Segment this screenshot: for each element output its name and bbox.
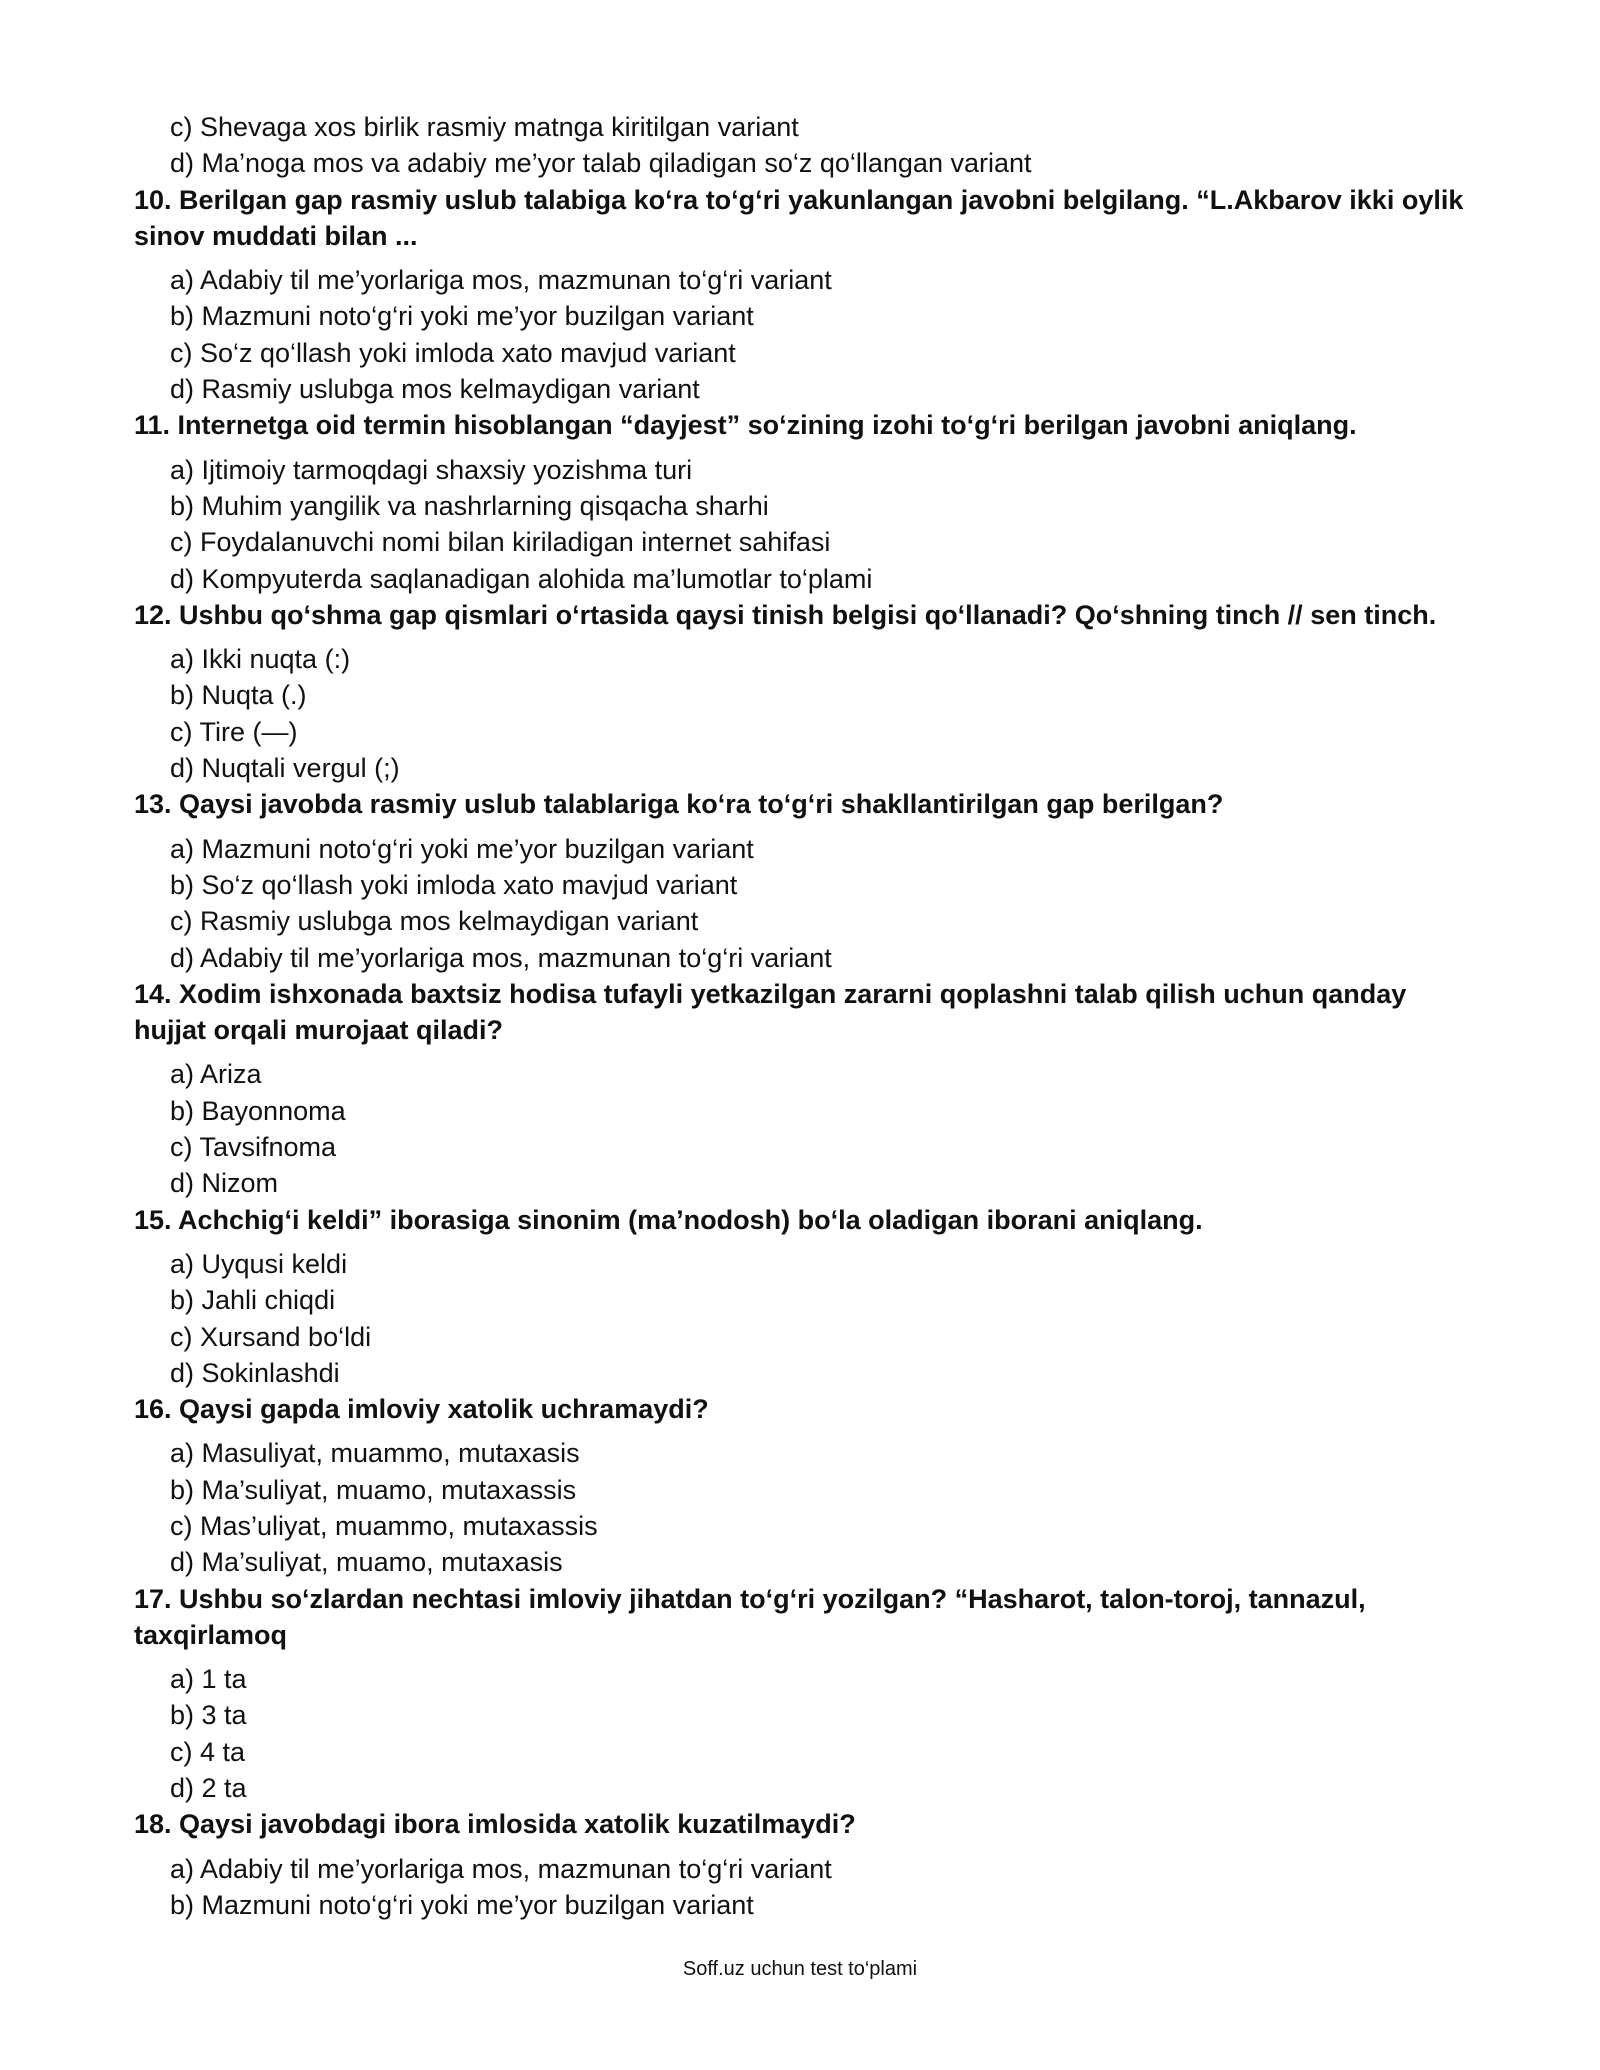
option-item: a) Uyqusi keldi (170, 1248, 348, 1279)
option-item: a) Mazmuni noto‘g‘ri yoki me’yor buzilgan variant (170, 833, 754, 864)
option-item: d) Nuqtali vergul (;) (170, 753, 400, 784)
option-item: a) Adabiy til me’yorlariga mos, mazmunan to‘g‘ri variant (170, 265, 832, 296)
question-text: 12. Ushbu qo‘shma gap qismlari o‘rtasida qaysi tinish belgisi qo‘llanadi? Qo‘shning tinch // sen tinch. (134, 599, 1437, 630)
option-item: d) 2 ta (170, 1773, 247, 1804)
option-item: c) Tire (—) (170, 716, 298, 747)
option-item: b) Ma’suliyat, muamo, mutaxassis (170, 1474, 577, 1505)
option-item: b) So‘z qo‘llash yoki imloda xato mavjud variant (170, 869, 738, 900)
option-item: b) Mazmuni noto‘g‘ri yoki me’yor buzilgan variant (170, 1889, 754, 1920)
option-item: a) Ariza (170, 1059, 262, 1090)
option-item: a) Masuliyat, muammo, mutaxasis (170, 1438, 580, 1469)
option-item: b) Jahli chiqdi (170, 1285, 336, 1316)
question-13 (134, 786, 1464, 975)
question-text: 13. Qaysi javobda rasmiy uslub talablariga ko‘ra to‘g‘ri shakllantirilgan gap berilgan? (134, 789, 1224, 820)
question-text: 17. Ushbu so‘zlardan nechtasi imloviy jihatdan to‘g‘ri yozilgan? “Hasharot, talon-toroj, tannazul, taxqirlamoq (134, 1583, 1366, 1650)
question-text: 14. Xodim ishxonada baxtsiz hodisa tufayli yetkazilgan zararni qoplashni talab qilish uchun qanday hujjat orqali murojaat qiladi? (134, 978, 1407, 1046)
page-footer: Soff.uz uchun test to‘plami (682, 1958, 918, 1980)
question-17 (134, 1581, 1464, 1807)
option-item: c) Foydalanuvchi nomi bilan kiriladigan internet sahifasi (170, 527, 831, 558)
option-item: c) 4 ta (170, 1736, 246, 1767)
option-item: b) Muhim yangilik va nashrlarning qisqacha sharhi (170, 490, 769, 521)
option-item: a) Ikki nuqta (:) (170, 644, 351, 675)
option-item: a) Ijtimoiy tarmoqdagi shaxsiy yozishma turi (170, 454, 693, 485)
option-item: d) Ma’suliyat, muamo, mutaxasis (170, 1547, 563, 1578)
option-item: b) Bayonnoma (170, 1095, 346, 1126)
test-page-content (134, 109, 1464, 1923)
option-item: d) Sokinlashdi (170, 1357, 340, 1388)
option-item: c) Mas’uliyat, muammo, mutaxassis (170, 1510, 598, 1541)
option-item: d) Nizom (170, 1168, 279, 1199)
option-item: d) Kompyuterda saqlanadigan alohida ma’lumotlar to‘plami (170, 563, 873, 594)
option-item: c) Rasmiy uslubga mos kelmaydigan variant (170, 906, 699, 937)
question-text: 10. Berilgan gap rasmiy uslub talabiga ko‘ra to‘g‘ri yakunlangan javobni belgilang. “L.Akbarov ikki oylik sinov muddati bilan ... (134, 184, 1464, 251)
option-item: d) Adabiy til me’yorlariga mos, mazmunan to‘g‘ri variant (170, 942, 832, 973)
option-item: c) So‘z qo‘llash yoki imloda xato mavjud variant (170, 337, 736, 368)
question-text: 16. Qaysi gapda imloviy xatolik uchramaydi? (134, 1394, 709, 1425)
option-item: a) Adabiy til me’yorlariga mos, mazmunan to‘g‘ri variant (170, 1853, 832, 1884)
option-item: d) Rasmiy uslubga mos kelmaydigan variant (170, 374, 700, 405)
question-15 (134, 1202, 1464, 1391)
question-11 (134, 407, 1464, 596)
option-item: b) Mazmuni noto‘g‘ri yoki me’yor buzilgan variant (170, 301, 754, 332)
option-item: b) Nuqta (.) (170, 680, 307, 711)
question-text: 18. Qaysi javobdagi ibora imlosida xatolik kuzatilmaydi? (134, 1809, 856, 1840)
option-item: b) 3 ta (170, 1700, 247, 1731)
question-16 (134, 1391, 1464, 1580)
question-12 (134, 597, 1464, 786)
option-item: d) Ma’noga mos va adabiy me’yor talab qiladigan so‘z qo‘llangan variant (170, 148, 1032, 179)
question-text: 15. Achchig‘i keldi” iborasiga sinonim (ma’nodosh) bo‘la oladigan iborani aniqlang. (134, 1204, 1203, 1235)
leading-options (134, 109, 1464, 182)
option-item: c) Xursand bo‘ldi (170, 1321, 372, 1352)
option-item: c) Tavsifnoma (170, 1132, 337, 1163)
question-14 (134, 976, 1464, 1202)
question-18 (134, 1806, 1464, 1923)
option-item: c) Shevaga xos birlik rasmiy matnga kiritilgan variant (170, 112, 799, 142)
question-text: 11. Internetga oid termin hisoblangan “dayjest” so‘zining izohi to‘g‘ri berilgan javobni aniqlang. (134, 410, 1357, 441)
option-item: a) 1 ta (170, 1664, 247, 1695)
question-10 (134, 182, 1464, 408)
